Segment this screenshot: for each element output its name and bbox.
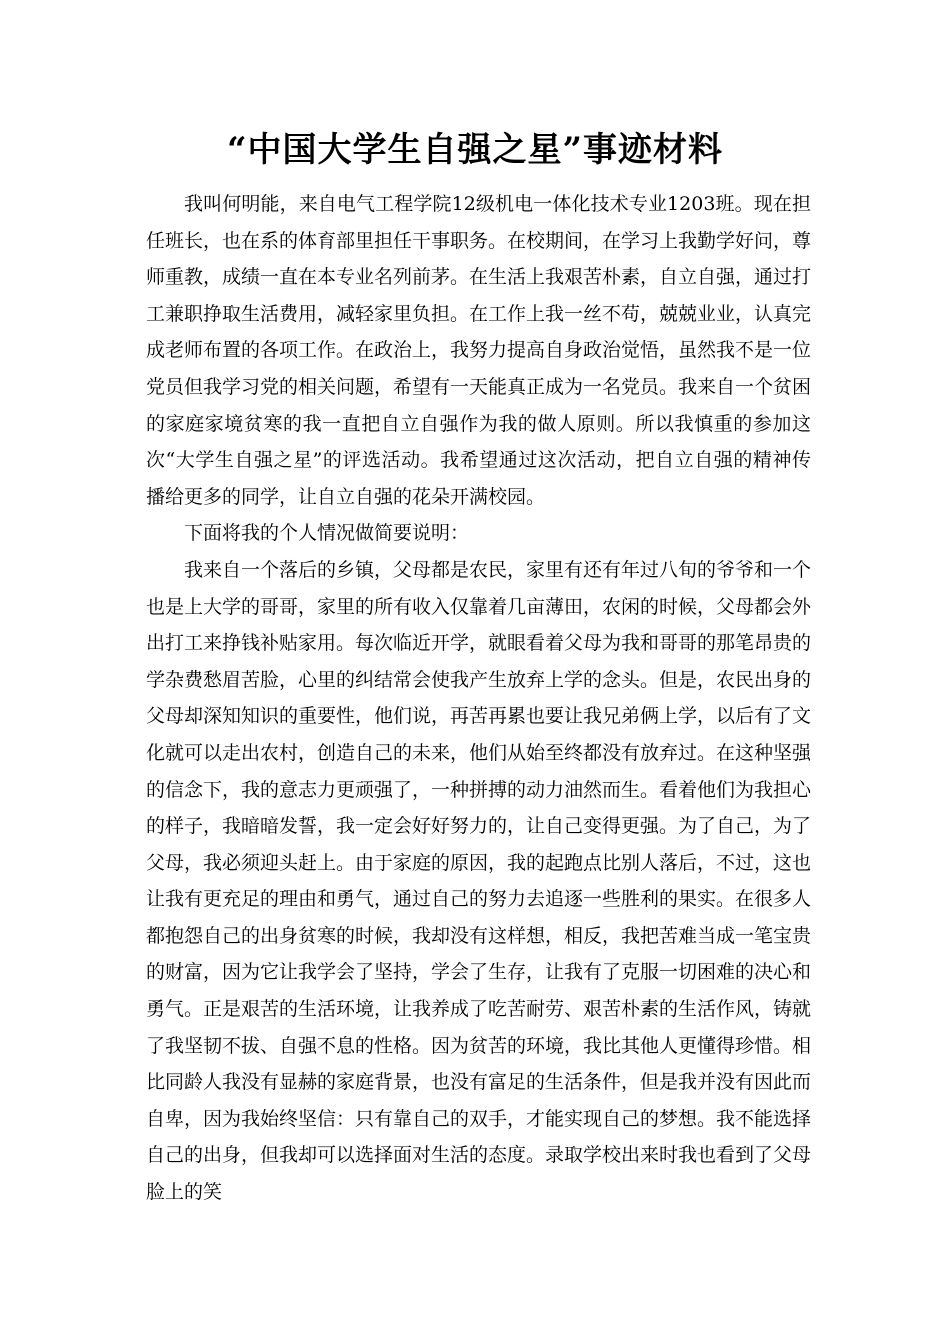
document-title: “中国大学生自强之星”事迹材料 — [226, 130, 724, 170]
document-body — [146, 186, 811, 1211]
paragraph-family-background: 我来自一个落后的乡镇，父母都是农民，家里有还有年过八旬的爷爷和一个也是上大学的哥哥，家里的所有收入仅靠着几亩薄田，农闲的时候，父母都会外出打工来挣钱补贴家用。每次临近开学，就眼看着父母为我和哥哥的那笔昂贵的学杂费愁眉苦脸，心里的纠结常会使我产生放弃上学的念头。但是，农民出身的父母却深知知识的重要性，他们说，再苦再累也要让我兄弟俩上学，以后有了文化就可以走出农村，创造自己的未来，他们从始至终都没有放弃过。在这种坚强的信念下，我的意志力更顽强了，一种拼搏的动力油然而生。看着他们为我担心的样子，我暗暗发誓，我一定会好好努力的，让自己变得更强。为了自己，为了父母，我必须迎头赶上。由于家庭的原因，我的起跑点比别人落后，不过，这也让我有更充足的理由和勇气，通过自己的努力去追逐一些胜利的果实。在很多人都抱怨自己的出身贫寒的时候，我却没有这样想，相反，我把苦难当成一笔宝贵的财富，因为它让我学会了坚持，学会了生存，让我有了克服一切困难的决心和勇气。正是艰苦的生活环境，让我养成了吃苦耐劳、艰苦朴素的生活作风，铸就了我坚韧不拔、自强不息的性格。因为贫苦的环境，我比其他人更懂得珍惜。相比同龄人我没有显赫的家庭背景，也没有富足的生活条件，但是我并没有因此而自卑，因为我始终坚信：只有靠自己的双手，才能实现自己的梦想。我不能选择自己的出身，但我却可以选择面对生活的态度。录取学校出来时我也看到了父母脸上的笑 — [146, 558, 812, 1204]
paragraph-introduction: 我叫何明能，来自电气工程学院12级机电一体化技术专业1203班。现在担任班长，也在系的体育部里担任干事职务。在校期间，在学习上我勤学好问，尊师重教，成绩一直在本专业名列前茅。在生活上我艰苦朴素，自立自强，通过打工兼职挣取生活费用，减轻家里负担。在工作上我一丝不苟，兢兢业业，认真完成老师布置的各项工作。在政治上，我努力提高自身政治觉悟，虽然我不是一位党员但我学习党的相关问题，希望有一天能真正成为一名党员。我来自一个贫困的家庭家境贫寒的我一直把自立自强作为我的做人原则。所以我慎重的参加这次“大学生自强之星”的评选活动。我希望通过这次活动，把自立自强的精神传播给更多的同学，让自立自强的花朵开满校园。 — [146, 193, 812, 508]
paragraph-transition: 下面将我的个人情况做简要说明： — [184, 522, 470, 545]
